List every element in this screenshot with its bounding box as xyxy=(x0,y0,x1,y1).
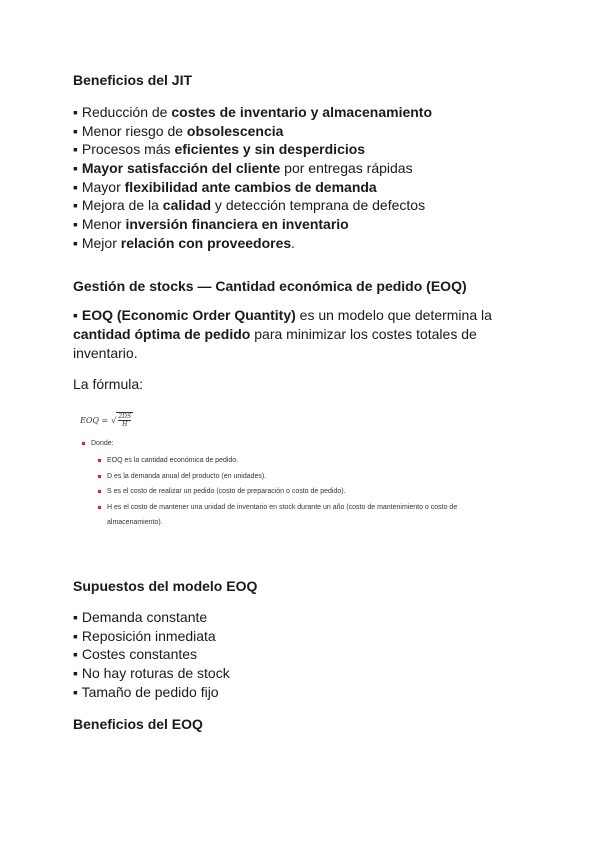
list-item: ▪ Mejor relación con proveedores. xyxy=(73,234,296,251)
supuestos-heading: Supuestos del modelo EOQ xyxy=(73,578,258,594)
list-item: ▪ Mayor flexibilidad ante cambios de demanda xyxy=(73,178,377,195)
list-item: ▪ Costes constantes xyxy=(73,646,198,663)
list-item: ▪ Reducción de costes de inventario y almacenamiento xyxy=(73,104,433,120)
definition-item: H es el costo de mantener una unidad de inventario en stock durante un año (costo de mantenimiento o costo de xyxy=(98,504,457,511)
donde-label: Donde: xyxy=(82,440,114,447)
beneficios-eoq-heading: Beneficios del EOQ xyxy=(73,716,203,732)
formula-denominator: H xyxy=(122,421,128,428)
formula-label: La fórmula: xyxy=(73,376,144,392)
list-item: ▪ Menor riesgo de obsolescencia xyxy=(73,122,284,139)
sqrt-symbol: √ $\frac{2DS}{H}$ xyxy=(111,413,132,428)
bullet-icon xyxy=(98,475,101,478)
definition-item: S es el costo de realizar un pedido (costo de preparación o costo de pedido). xyxy=(98,488,346,495)
eoq-formula xyxy=(80,412,540,428)
eoq-heading: Gestión de stocks — Cantidad económica de pedido (EOQ) xyxy=(73,278,467,294)
bullet-icon xyxy=(98,459,101,462)
eoq-intro-paragraph: ▪ EOQ (Economic Order Quantity) es un modelo que determina la cantidad óptima de pedido para minimizar los costes totales de inventario. xyxy=(73,307,492,361)
definition-continuation: almacenamiento). xyxy=(107,519,163,526)
bullet-icon xyxy=(98,506,101,509)
supuestos-list xyxy=(73,608,230,701)
formula-image xyxy=(80,412,540,428)
bullet-icon xyxy=(82,442,85,445)
list-item: ▪ Mayor satisfacción del cliente por entregas rápidas xyxy=(73,160,413,177)
list-item: ▪ Reposición inmediata xyxy=(73,627,216,644)
list-item: ▪ Demanda constante xyxy=(73,609,208,625)
bullet-icon xyxy=(98,490,101,493)
definition-item: EOQ es la cantidad económica de pedido. xyxy=(98,457,238,464)
list-item: ▪ Procesos más eficientes y sin desperdicios xyxy=(73,141,366,158)
jit-heading: Beneficios del JIT xyxy=(73,72,193,88)
formula-numerator: 2DS xyxy=(118,413,132,420)
list-item: ▪ No hay roturas de stock xyxy=(73,665,230,682)
list-item: ▪ Mejora de la calidad y detección temprana de defectos xyxy=(73,197,426,214)
jit-benefits-list xyxy=(73,103,432,253)
list-item: ▪ Tamaño de pedido fijo xyxy=(73,683,219,700)
list-item: ▪ Menor inversión financiera en inventario xyxy=(73,216,349,233)
formula-lhs: EOQ = xyxy=(80,415,109,425)
definition-item: D es la demanda anual del producto (en unidades). xyxy=(98,473,266,480)
